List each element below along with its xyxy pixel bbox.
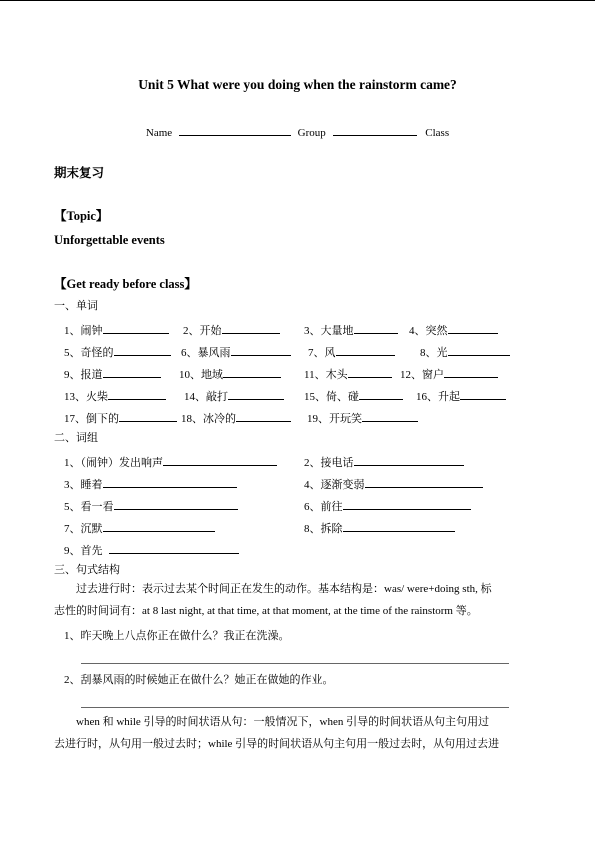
word-item (308, 344, 395, 360)
word-item (307, 410, 418, 426)
phrase-blank[interactable] (103, 520, 215, 532)
word-blank[interactable] (336, 344, 395, 356)
when-while-explanation (54, 711, 542, 755)
word-blank[interactable] (231, 344, 291, 356)
word-label: 10、地域 (179, 369, 223, 381)
word-blank[interactable] (348, 366, 392, 378)
words-row (64, 344, 544, 358)
word-blank[interactable] (236, 410, 291, 422)
word-label: 6、暴风雨 (181, 347, 231, 359)
phrase-item (304, 454, 464, 470)
word-item (420, 344, 510, 360)
word-label: 5、奇怪的 (64, 347, 114, 359)
word-blank[interactable] (228, 388, 284, 400)
word-item (179, 366, 281, 382)
phrase-blank[interactable] (343, 520, 455, 532)
word-blank[interactable] (460, 388, 506, 400)
phrase-item (304, 520, 455, 536)
word-label: 9、报道 (64, 369, 103, 381)
page-title: Unit 5 What were you doing when the rainstorm came? (138, 77, 457, 92)
word-label: 1、闹钟 (64, 325, 103, 337)
phrase-label: 7、沉默 (64, 523, 103, 535)
word-item (64, 322, 169, 338)
word-blank[interactable] (222, 322, 280, 334)
phrases-heading: 二、词组 (54, 432, 98, 444)
word-blank[interactable] (354, 322, 398, 334)
word-blank[interactable] (448, 344, 510, 356)
phrase-label: 1、（闹钟）发出响声 (64, 457, 163, 469)
phrase-label: 4、逐渐变弱 (304, 479, 365, 491)
phrases-row (64, 520, 544, 534)
top-rule (0, 0, 595, 1)
phrase-blank[interactable] (109, 542, 239, 554)
question-2: 2、刮暴风雨的时候她正在做什么？她正在做她的作业。 (64, 674, 334, 686)
get-ready-heading: 【Get ready before class】 (54, 277, 197, 291)
word-label: 18、冰冷的 (181, 413, 236, 425)
phrase-blank[interactable] (114, 498, 238, 510)
word-blank[interactable] (103, 366, 161, 378)
word-item (181, 410, 291, 426)
phrase-blank[interactable] (163, 454, 277, 466)
phrase-label: 3、睡着 (64, 479, 103, 491)
word-label: 11、木头 (304, 369, 348, 381)
words-row (64, 410, 544, 424)
phrase-item (64, 542, 239, 558)
word-item (64, 366, 161, 382)
group-blank[interactable] (333, 124, 417, 136)
word-label: 13、火柴 (64, 391, 108, 403)
word-blank[interactable] (119, 410, 177, 422)
word-blank[interactable] (114, 344, 171, 356)
word-item (304, 388, 403, 404)
phrases-row (64, 542, 544, 556)
word-item (183, 322, 280, 338)
answer-line-1[interactable] (81, 663, 509, 664)
word-label: 14、敲打 (184, 391, 228, 403)
word-item (64, 388, 166, 404)
section-review-heading: 期末复习 (54, 166, 105, 180)
word-item (181, 344, 291, 360)
word-label: 4、突然 (409, 325, 448, 337)
word-blank[interactable] (448, 322, 498, 334)
phrases-row (64, 498, 544, 512)
question-1: 1、昨天晚上八点你正在做什么？我正在洗澡。 (64, 630, 290, 642)
phrase-item (64, 498, 238, 514)
words-heading: 一、单词 (54, 300, 98, 312)
topic-text: Unforgettable events (54, 233, 165, 247)
past-continuous-explanation (54, 578, 542, 622)
phrase-item (64, 520, 215, 536)
word-label: 15、倚、碰 (304, 391, 359, 403)
answer-line-2[interactable] (81, 707, 509, 708)
word-item (409, 322, 498, 338)
explanation-line: when 和 while 引导的时间状语从句：一般情况下，when 引导的时间状语从句主句用过 (76, 716, 490, 728)
word-item (184, 388, 284, 404)
class-label: Class (425, 127, 450, 139)
words-row (64, 366, 544, 380)
word-label: 8、光 (420, 347, 448, 359)
word-item (304, 322, 398, 338)
words-row (64, 322, 544, 336)
word-blank[interactable] (359, 388, 403, 400)
word-item (304, 366, 392, 382)
word-label: 12、窗户 (400, 369, 444, 381)
word-blank[interactable] (362, 410, 418, 422)
student-info-line (0, 124, 595, 140)
word-label: 7、风 (308, 347, 336, 359)
phrase-item (304, 498, 471, 514)
word-label: 3、大量地 (304, 325, 354, 337)
word-item (416, 388, 506, 404)
word-item (64, 344, 171, 360)
word-label: 19、开玩笑 (307, 413, 362, 425)
group-label: Group (297, 127, 326, 139)
word-blank[interactable] (444, 366, 498, 378)
name-blank[interactable] (179, 124, 291, 136)
phrase-item (64, 476, 237, 492)
phrase-item (64, 454, 277, 470)
word-label: 2、开始 (183, 325, 222, 337)
phrase-label: 5、看一看 (64, 501, 114, 513)
word-label: 17、倒下的 (64, 413, 119, 425)
word-label: 16、升起 (416, 391, 460, 403)
phrase-label: 2、接电话 (304, 457, 354, 469)
name-label: Name (145, 127, 173, 139)
phrase-label: 6、前往 (304, 501, 343, 513)
topic-heading: 【Topic】 (54, 209, 109, 223)
phrase-label: 9、首先 (64, 545, 103, 557)
phrases-row (64, 476, 544, 490)
words-row (64, 388, 544, 402)
phrase-item (304, 476, 483, 492)
phrase-label: 8、拆除 (304, 523, 343, 535)
explanation-line: 去进行时，从句用一般过去时；while 引导的时间状语从句主句用一般过去时，从句用过去进 (54, 738, 500, 750)
word-blank[interactable] (223, 366, 281, 378)
explanation-line: 志性的时间词有：at 8 last night, at that time, at that moment, at the time of the rainstorm 等。 (54, 605, 478, 617)
word-blank[interactable] (103, 322, 169, 334)
word-blank[interactable] (108, 388, 166, 400)
phrase-blank[interactable] (365, 476, 483, 488)
explanation-line: 过去进行时：表示过去某个时间正在发生的动作。基本结构是：was/ were+doing sth, 标 (76, 583, 492, 595)
word-item (400, 366, 498, 382)
phrase-blank[interactable] (103, 476, 237, 488)
phrase-blank[interactable] (354, 454, 464, 466)
word-item (64, 410, 177, 426)
sentences-heading: 三、句式结构 (54, 564, 120, 576)
phrase-blank[interactable] (343, 498, 471, 510)
phrases-row (64, 454, 544, 468)
